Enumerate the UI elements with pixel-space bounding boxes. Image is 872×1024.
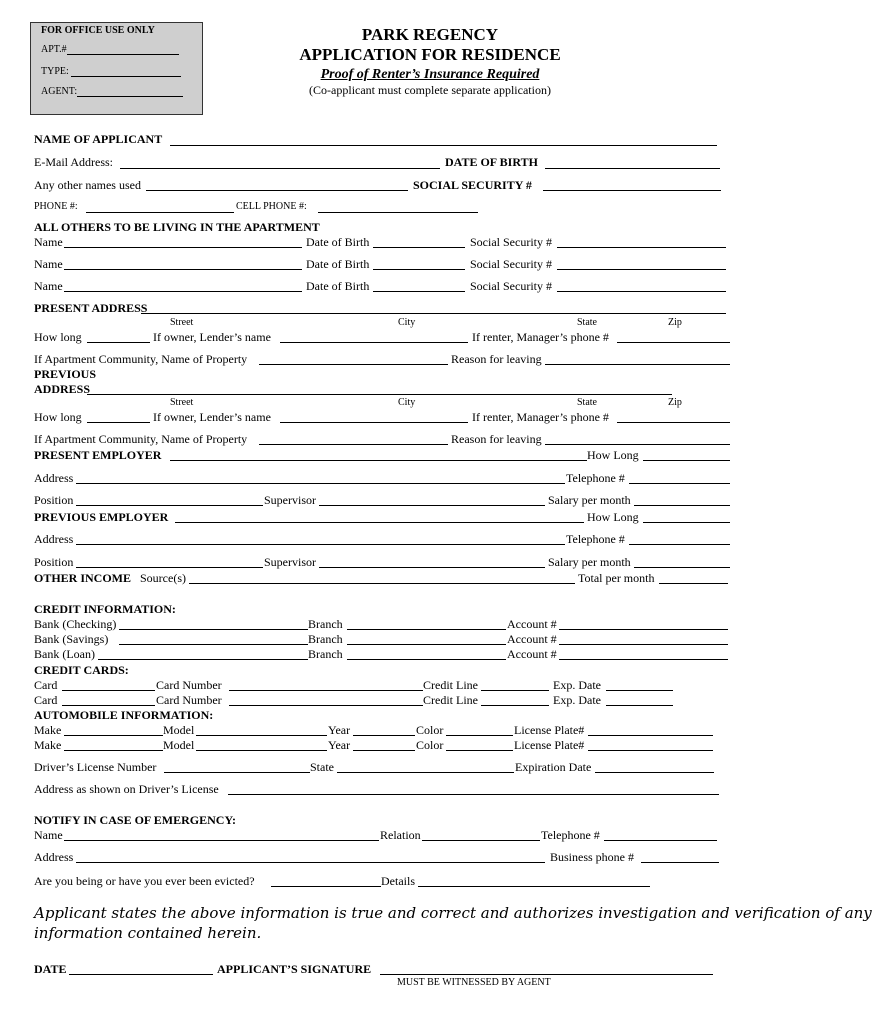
card-number-field[interactable] [229, 705, 423, 706]
bank-checking-field[interactable] [119, 629, 308, 630]
reason-label: Reason for leaving [451, 352, 542, 366]
details-label: Details [381, 874, 415, 888]
other-ssn-label: Social Security # [470, 257, 552, 271]
office-use-box [30, 22, 203, 115]
lender-name-field[interactable] [280, 342, 468, 343]
street-caption: Street [170, 397, 194, 408]
other-ssn-field[interactable] [557, 291, 726, 292]
dob-label: DATE OF BIRTH [445, 155, 538, 169]
business-phone-label: Business phone # [550, 850, 634, 864]
how-long-field[interactable] [87, 342, 150, 343]
emergency-title: NOTIFY IN CASE OF EMERGENCY: [34, 813, 237, 827]
other-dob-label: Date of Birth [306, 235, 370, 249]
emergency-telephone-field[interactable] [604, 840, 717, 841]
office-type-field[interactable] [71, 76, 181, 77]
community-field[interactable] [259, 364, 448, 365]
how-long-label: How long [34, 330, 82, 344]
credit-cards-title: CREDIT CARDS: [34, 663, 129, 677]
other-ssn-label: Social Security # [470, 279, 552, 293]
reason-field[interactable] [545, 364, 730, 365]
other-dob-label: Date of Birth [306, 279, 370, 293]
email-label: E-Mail Address: [34, 155, 113, 169]
card-field[interactable] [62, 705, 155, 706]
ssn-label: SOCIAL SECURITY # [413, 178, 532, 192]
bank-checking-label: Bank (Checking) [34, 617, 117, 631]
drivers-license-label: Driver’s License Number [34, 760, 157, 774]
other-dob-field[interactable] [373, 269, 465, 270]
other-name-field[interactable] [64, 291, 302, 292]
other-ssn-field[interactable] [557, 247, 726, 248]
emergency-telephone-label: Telephone # [541, 828, 600, 842]
color-label: Color [416, 738, 444, 752]
owner-label: If owner, Lender’s name [153, 330, 271, 344]
branch-label: Branch [308, 647, 343, 661]
how-long-field[interactable] [87, 422, 150, 423]
office-agent-field[interactable] [77, 96, 183, 97]
branch-field[interactable] [347, 629, 506, 630]
position-label: Position [34, 493, 74, 507]
phone-field[interactable] [86, 212, 234, 213]
model-field[interactable] [196, 735, 327, 736]
plate-field[interactable] [588, 750, 713, 751]
expiration-field[interactable] [595, 772, 714, 773]
manager-phone-field[interactable] [617, 422, 730, 423]
previous-employer-label: PREVIOUS EMPLOYER [34, 510, 169, 524]
signature-label: APPLICANT’S SIGNATURE [217, 962, 372, 976]
salary-field[interactable] [634, 505, 730, 506]
dl-address-field[interactable] [228, 794, 719, 795]
zip-caption: Zip [668, 317, 682, 328]
employer-address-label: Address [34, 471, 74, 485]
account-field[interactable] [559, 659, 728, 660]
previous-address-label-1: PREVIOUS [34, 367, 97, 381]
employer-telephone-field[interactable] [629, 544, 730, 545]
lender-name-field[interactable] [280, 422, 468, 423]
branch-label: Branch [308, 617, 343, 631]
state-caption: State [577, 397, 597, 408]
other-ssn-field[interactable] [557, 269, 726, 270]
reason-label: Reason for leaving [451, 432, 542, 446]
employer-address-field[interactable] [76, 544, 565, 545]
statement-line-1: Applicant states the above information is true and correct and authorizes investigation and verification of any [34, 904, 872, 922]
employer-telephone-field[interactable] [629, 483, 730, 484]
other-name-label: Name [34, 257, 63, 271]
office-apt-field[interactable] [67, 54, 179, 55]
exp-date-label: Exp. Date [553, 693, 601, 707]
supervisor-field[interactable] [319, 567, 545, 568]
bank-savings-label: Bank (Savings) [34, 632, 109, 646]
credit-line-field[interactable] [481, 705, 549, 706]
plate-field[interactable] [588, 735, 713, 736]
manager-phone-field[interactable] [617, 342, 730, 343]
statement-line-2: information contained herein. [34, 924, 262, 942]
card-label: Card [34, 678, 58, 692]
employer-address-label: Address [34, 532, 74, 546]
salary-field[interactable] [634, 567, 730, 568]
dl-state-label: State [310, 760, 334, 774]
supervisor-label: Supervisor [264, 493, 316, 507]
position-label: Position [34, 555, 74, 569]
emergency-name-label: Name [34, 828, 63, 842]
other-dob-field[interactable] [373, 247, 465, 248]
model-label: Model [163, 738, 195, 752]
phone-label: PHONE #: [34, 201, 78, 212]
drivers-license-field[interactable] [164, 772, 310, 773]
other-names-label: Any other names used [34, 178, 141, 192]
applicant-name-field[interactable] [170, 145, 717, 146]
model-label: Model [163, 723, 195, 737]
email-field[interactable] [120, 168, 440, 169]
office-type-label: TYPE: [41, 66, 69, 77]
other-ssn-label: Social Security # [470, 235, 552, 249]
employer-how-long-label: How Long [587, 448, 639, 462]
income-total-label: Total per month [578, 571, 655, 585]
position-field[interactable] [76, 567, 263, 568]
account-field[interactable] [559, 629, 728, 630]
community-label: If Apartment Community, Name of Property [34, 352, 248, 366]
income-sources-label: Source(s) [140, 571, 186, 585]
evicted-label: Are you being or have you ever been evicted? [34, 874, 255, 888]
city-caption: City [398, 317, 416, 328]
year-label: Year [328, 738, 351, 752]
color-label: Color [416, 723, 444, 737]
present-address-label: PRESENT ADDRESS [34, 301, 148, 315]
emergency-address-field[interactable] [76, 862, 545, 863]
supervisor-label: Supervisor [264, 555, 316, 569]
how-long-label: How long [34, 410, 82, 424]
date-label: DATE [34, 962, 67, 976]
credit-line-label: Credit Line [423, 678, 478, 692]
signature-field[interactable] [380, 974, 713, 975]
exp-date-label: Exp. Date [553, 678, 601, 692]
co-applicant-note: (Co-applicant must complete separate application) [309, 83, 551, 97]
employer-telephone-label: Telephone # [566, 471, 625, 485]
color-field[interactable] [446, 735, 513, 736]
office-use-title: FOR OFFICE USE ONLY [41, 25, 155, 36]
other-name-label: Name [34, 235, 63, 249]
credit-info-title: CREDIT INFORMATION: [34, 602, 176, 616]
previous-address-label-2: ADDRESS [34, 382, 91, 396]
employer-how-long-field[interactable] [643, 460, 730, 461]
income-total-field[interactable] [659, 583, 728, 584]
date-field[interactable] [69, 974, 213, 975]
plate-label: License Plate# [514, 738, 585, 752]
street-caption: Street [170, 317, 194, 328]
office-apt-label: APT.# [41, 44, 67, 55]
credit-line-label: Credit Line [423, 693, 478, 707]
account-label: Account # [507, 617, 557, 631]
present-address-field[interactable] [141, 313, 726, 314]
exp-date-field[interactable] [606, 705, 673, 706]
expiration-label: Expiration Date [515, 760, 592, 774]
ssn-field[interactable] [543, 190, 721, 191]
bank-loan-field[interactable] [98, 659, 308, 660]
salary-label: Salary per month [548, 555, 631, 569]
other-name-field[interactable] [64, 269, 302, 270]
year-label: Year [328, 723, 351, 737]
card-number-label: Card Number [156, 693, 222, 707]
other-name-label: Name [34, 279, 63, 293]
owner-label: If owner, Lender’s name [153, 410, 271, 424]
other-names-field[interactable] [146, 190, 408, 191]
cell-phone-field[interactable] [318, 212, 478, 213]
dl-address-label: Address as shown on Driver’s License [34, 782, 219, 796]
details-field[interactable] [418, 886, 650, 887]
present-employer-label: PRESENT EMPLOYER [34, 448, 162, 462]
emergency-name-field[interactable] [64, 840, 379, 841]
plate-label: License Plate# [514, 723, 585, 737]
applicant-name-label: NAME OF APPLICANT [34, 132, 163, 146]
account-label: Account # [507, 632, 557, 646]
employer-address-field[interactable] [76, 483, 565, 484]
year-field[interactable] [353, 735, 415, 736]
cell-phone-label: CELL PHONE #: [236, 201, 307, 212]
account-field[interactable] [559, 644, 728, 645]
card-label: Card [34, 693, 58, 707]
insurance-notice: Proof of Renter’s Insurance Required [320, 67, 540, 82]
renter-label: If renter, Manager’s phone # [472, 330, 609, 344]
color-field[interactable] [446, 750, 513, 751]
account-label: Account # [507, 647, 557, 661]
other-name-field[interactable] [64, 247, 302, 248]
branch-label: Branch [308, 632, 343, 646]
other-dob-label: Date of Birth [306, 257, 370, 271]
evicted-field[interactable] [271, 886, 381, 887]
position-field[interactable] [76, 505, 263, 506]
bank-loan-label: Bank (Loan) [34, 647, 95, 661]
model-field[interactable] [196, 750, 327, 751]
branch-field[interactable] [347, 644, 506, 645]
make-label: Make [34, 723, 62, 737]
employer-how-long-label: How Long [587, 510, 639, 524]
credit-line-field[interactable] [481, 690, 549, 691]
previous-employer-field[interactable] [175, 522, 584, 523]
year-field[interactable] [353, 750, 415, 751]
dob-field[interactable] [545, 168, 720, 169]
relation-field[interactable] [422, 840, 540, 841]
card-number-field[interactable] [229, 690, 423, 691]
community-label: If Apartment Community, Name of Property [34, 432, 248, 446]
supervisor-field[interactable] [319, 505, 545, 506]
salary-label: Salary per month [548, 493, 631, 507]
office-agent-label: AGENT: [41, 86, 78, 97]
card-field[interactable] [62, 690, 155, 691]
property-name: PARK REGENCY [361, 25, 499, 44]
employer-telephone-label: Telephone # [566, 532, 625, 546]
witness-note: MUST BE WITNESSED BY AGENT [397, 977, 551, 988]
reason-field[interactable] [545, 444, 730, 445]
other-dob-field[interactable] [373, 291, 465, 292]
branch-field[interactable] [347, 659, 506, 660]
income-sources-field[interactable] [189, 583, 575, 584]
emergency-address-label: Address [34, 850, 74, 864]
make-label: Make [34, 738, 62, 752]
automobile-title: AUTOMOBILE INFORMATION: [34, 708, 214, 722]
form-title: APPLICATION FOR RESIDENCE [299, 45, 561, 64]
bank-savings-field[interactable] [119, 644, 308, 645]
exp-date-field[interactable] [606, 690, 673, 691]
card-number-label: Card Number [156, 678, 222, 692]
renter-label: If renter, Manager’s phone # [472, 410, 609, 424]
business-phone-field[interactable] [641, 862, 719, 863]
relation-label: Relation [380, 828, 421, 842]
community-field[interactable] [259, 444, 448, 445]
present-employer-field[interactable] [170, 460, 587, 461]
zip-caption: Zip [668, 397, 682, 408]
make-field[interactable] [64, 735, 163, 736]
previous-address-field[interactable] [87, 394, 672, 395]
other-income-label: OTHER INCOME [34, 571, 132, 585]
city-caption: City [398, 397, 416, 408]
state-caption: State [577, 317, 597, 328]
others-title: ALL OTHERS TO BE LIVING IN THE APARTMENT [34, 220, 320, 234]
employer-how-long-field[interactable] [643, 522, 730, 523]
make-field[interactable] [64, 750, 163, 751]
dl-state-field[interactable] [337, 772, 514, 773]
